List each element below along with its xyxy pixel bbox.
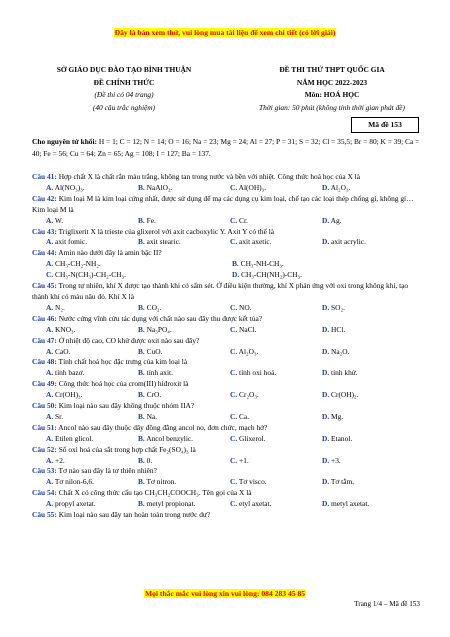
option-text: Al₂O₃. (330, 182, 351, 192)
answer-option (138, 216, 230, 227)
answer-options (32, 259, 422, 281)
option-letter: B. (138, 302, 145, 312)
answer-option (138, 390, 230, 401)
option-text: Al₂O₃. (238, 346, 259, 356)
answer-option (138, 499, 230, 510)
question (32, 281, 422, 314)
option-text: Na₂O. (331, 346, 350, 356)
option-text: Cr. (239, 215, 248, 225)
option-text: Ag. (330, 215, 342, 225)
option-letter: C. (230, 477, 238, 487)
answer-options (32, 499, 422, 510)
option-letter: D. (322, 411, 330, 421)
option-text: metyl axetat. (331, 499, 370, 509)
answer-options (32, 390, 422, 401)
option-letter: D. (322, 433, 330, 443)
option-letter: A. (46, 259, 54, 269)
question-stem (32, 423, 422, 434)
option-letter: C. (230, 433, 238, 443)
option-text: Na. (146, 411, 158, 421)
option-letter: B. (232, 259, 239, 269)
answer-options (32, 216, 422, 227)
answer-options (32, 412, 422, 423)
answer-option (138, 325, 230, 336)
option-letter: C. (230, 237, 238, 247)
question-stem (32, 227, 422, 238)
option-letter: C. (46, 270, 54, 280)
option-text: CO₂. (146, 302, 162, 312)
option-text: N₂. (55, 302, 65, 312)
preview-banner: Đây là bản xem thử, vui lòng mua tài liệu để xem chi tiết (có lời giải) (114, 28, 336, 37)
question-text: Chất X có công thức cấu tạo CH₃CH₂COOCH₃. Tên gọi của X là (56, 488, 252, 498)
option-text: Mg. (331, 411, 344, 421)
contact-banner: Mọi thắc mắc vui lòng xin vui lòng: 084 283 45 85 (144, 589, 306, 598)
option-text: Sr. (55, 411, 64, 421)
question-stem (32, 281, 422, 303)
atomic-masses-values: H = 1; C = 12; N = 14; O = 16; Na = 23; Mg = 24; Al = 27; P = 31; S = 32; Cl = 35,5; Br = 80; K = 39; Ca = 40; Fe = 56; Cu = 64; Zn = 65; Ag = 108; I = 127; Ba = 137. (32, 137, 420, 158)
question-stem (32, 401, 422, 412)
option-text: tính bazơ. (55, 368, 85, 378)
option-text: Al(OH)₃. (238, 182, 267, 192)
answer-option (138, 412, 230, 423)
question (32, 423, 422, 445)
question-number: Câu 46: (32, 313, 57, 323)
option-letter: A. (46, 215, 54, 225)
option-text: axit axetic. (239, 237, 272, 247)
question-stem (32, 488, 422, 499)
option-text: +2. (55, 455, 65, 465)
answer-option (138, 456, 230, 467)
option-text: CH₃-CH(NH₂)-CH₃. (241, 270, 302, 280)
question-number: Câu 45: (32, 281, 57, 291)
option-text: propyl axetat. (55, 499, 96, 509)
question-stem (32, 379, 422, 390)
answer-option (230, 390, 322, 401)
option-text: Tơ nilon-6,6. (54, 477, 94, 487)
option-text: NO. (239, 302, 252, 312)
page-footer: Trang 1/4 – Mã đề 153 (354, 600, 420, 608)
answer-option (138, 434, 230, 445)
option-letter: C. (230, 368, 238, 378)
option-letter: B. (138, 499, 145, 509)
question-number: Câu 54: (32, 488, 57, 498)
option-letter: B. (138, 324, 145, 334)
question-count-note: (40 câu trắc nghiệm) (92, 102, 156, 112)
answer-option (322, 456, 414, 467)
question (32, 357, 422, 379)
answer-option (138, 237, 230, 248)
option-letter: B. (138, 390, 145, 400)
question-text: Tơ nào sau đây là tơ thiên nhiên? (56, 466, 157, 476)
question-text: Ở nhiệt độ cao, CO khử được oxit nào sau đây? (56, 335, 200, 345)
option-letter: A. (46, 390, 54, 400)
answer-option (322, 237, 414, 248)
official-label: ĐỀ CHÍNH THỨC (93, 77, 155, 87)
question (32, 466, 422, 488)
answer-option (138, 347, 230, 358)
option-letter: A. (46, 433, 54, 443)
question-text: Trong tự nhiên, khí X được tạo thành khi có sấm sét. Ở điều kiện thường, khí X phản ứng với oxi trong không khí, tạo thành khí có màu nâu đỏ. Khí X là (32, 281, 409, 301)
atomic-masses (32, 136, 422, 160)
answer-option (230, 303, 322, 314)
answer-options (32, 303, 422, 314)
option-text: HCl. (331, 324, 346, 334)
option-text: Na₃PO₄. (146, 324, 172, 334)
answer-option (46, 237, 138, 248)
option-letter: D. (322, 324, 330, 334)
subject: Môn: HOÁ HỌC (304, 90, 360, 99)
question-stem (32, 466, 422, 477)
question-text: Ancol nào sau đây thuộc dãy đồng đẳng ancol no, đơn chức, mạch hở? (56, 422, 268, 432)
question-stem (32, 248, 422, 259)
option-letter: A. (46, 455, 54, 465)
answer-option (138, 303, 230, 314)
question-text: Công thức hoá học của crom(III) hiđroxit là (56, 379, 189, 389)
option-text: CH₃-CH₂-NH₂. (55, 259, 101, 269)
question-number: Câu 47: (32, 335, 57, 345)
question-stem (32, 314, 422, 325)
option-letter: D. (322, 477, 330, 487)
answer-options (32, 477, 422, 488)
answer-option (230, 183, 322, 194)
option-text: Tơ tằm. (330, 477, 355, 487)
option-text: CH₃-N(CH₃)-CH₂-CH₃. (55, 270, 126, 280)
option-text: KNO₃. (55, 324, 76, 334)
answer-option (46, 303, 138, 314)
question (32, 488, 422, 510)
answer-option (138, 477, 230, 488)
answer-option (46, 270, 232, 281)
question-number: Câu 49: (32, 379, 57, 389)
question-number: Câu 52: (32, 444, 57, 454)
option-text: Cr(OH)₃. (55, 390, 83, 400)
question (32, 510, 422, 521)
answer-option (322, 347, 414, 358)
question (32, 379, 422, 401)
question-stem (32, 357, 422, 368)
answer-option (322, 477, 414, 488)
question-stem (32, 194, 422, 216)
question-stem (32, 172, 422, 183)
question-number: Câu 48: (32, 357, 57, 367)
page-count-note: (Đề thi có 04 trang) (94, 90, 154, 99)
option-letter: D. (322, 237, 330, 247)
header-left (24, 64, 224, 114)
option-letter: C. (230, 324, 238, 334)
answer-options (32, 368, 422, 379)
option-letter: A. (46, 411, 54, 421)
option-letter: A. (46, 302, 54, 312)
option-text: Tơ visco. (238, 477, 267, 487)
option-text: Cr(OH)₂. (331, 390, 359, 400)
question-text: Kim loại nào sau đây tan hoàn toàn trong nước dư? (56, 510, 211, 520)
question-number: Câu 50: (32, 401, 57, 411)
answer-options (32, 456, 422, 467)
option-letter: C. (230, 346, 238, 356)
option-text: CaO. (55, 346, 71, 356)
question-text: Triglixerit X là trieste của glixerol với axit cacboxylic Y. Axit Y có thể là (56, 226, 275, 236)
answer-options (32, 183, 422, 194)
question-text: Số oxi hoá của sắt trong hợp chất Fe₂(SO₄)₃ là (56, 444, 196, 454)
question-number: Câu 41: (32, 172, 57, 181)
option-text: Ancol benzylic. (146, 433, 194, 443)
answer-option (230, 434, 322, 445)
question-text: Tính chất hoá học đặc trưng của kim loại là (56, 357, 188, 367)
answer-option (232, 270, 418, 281)
option-letter: B. (138, 411, 145, 421)
option-letter: D. (322, 368, 330, 378)
option-text: axit stearic. (146, 237, 181, 247)
option-text: tính oxi hoá. (239, 368, 277, 378)
answer-option (322, 499, 414, 510)
exam-code-box: Mã đề 153 (351, 117, 419, 133)
option-letter: D. (322, 215, 330, 225)
question (32, 314, 422, 336)
answer-option (46, 434, 138, 445)
answer-option (230, 456, 322, 467)
option-letter: B. (138, 182, 145, 192)
option-letter: C. (230, 455, 238, 465)
question (32, 227, 422, 249)
option-letter: B. (138, 368, 145, 378)
option-text: +3. (331, 455, 341, 465)
option-text: etyl axetat. (239, 499, 272, 509)
option-text: Fe. (146, 215, 156, 225)
answer-option (138, 183, 230, 194)
question-list (32, 172, 422, 521)
option-letter: C. (230, 302, 238, 312)
answer-option (230, 347, 322, 358)
option-text: +1. (239, 455, 249, 465)
option-letter: A. (46, 346, 54, 356)
answer-option (322, 434, 414, 445)
answer-option (322, 216, 414, 227)
question-text: Nước cứng vĩnh cửu tác dụng với chất nào sau đây thu được kết tủa? (56, 313, 263, 323)
option-text: axit acrylic. (331, 237, 366, 247)
option-letter: A. (46, 324, 54, 334)
answer-option (232, 259, 418, 270)
option-text: Ca. (239, 411, 250, 421)
option-text: CuO. (146, 346, 163, 356)
option-text: NaAlO₂. (146, 182, 173, 192)
option-letter: C. (230, 182, 238, 192)
option-letter: B. (138, 477, 145, 487)
question-text: Kim loại M là kim loại cứng nhất, được sử dụng để mạ các dụng cụ kim loại, chế tạo các loại thép chống gỉ, không gỉ… Kim loại M là (32, 193, 414, 214)
option-letter: A. (46, 237, 54, 247)
option-text: CH₃-NH-CH₃. (240, 259, 284, 269)
option-letter: C. (230, 215, 238, 225)
answer-option (46, 325, 138, 336)
option-letter: A. (46, 368, 54, 378)
question-text: Hợp chất X là chất rắn màu trắng, không tan trong nước và bền với nhiệt. Công thức hoá học của X là (56, 172, 361, 181)
answer-option (322, 325, 414, 336)
option-letter: D. (322, 455, 330, 465)
option-letter: D. (322, 302, 330, 312)
question-stem (32, 510, 422, 521)
option-text: tính khử. (331, 368, 358, 378)
option-letter: C. (230, 411, 238, 421)
department-name: SỞ GIÁO DỤC ĐÀO TẠO BÌNH THUẬN (56, 65, 192, 74)
option-text: Cr₂O₃. (239, 390, 259, 400)
answer-option (46, 216, 138, 227)
question-number: Câu 53: (32, 466, 57, 476)
option-text: axit fomic. (55, 237, 88, 247)
atomic-masses-label: Cho nguyên tử khối: (32, 137, 98, 146)
option-letter: B. (138, 433, 145, 443)
option-letter: B. (138, 455, 145, 465)
option-letter: A. (46, 182, 54, 192)
answer-option (322, 368, 414, 379)
option-letter: B. (138, 215, 145, 225)
question-number: Câu 44: (32, 248, 57, 258)
answer-options (32, 347, 422, 358)
question-number: Câu 42: (32, 193, 57, 203)
option-letter: A. (46, 499, 54, 509)
answer-option (322, 390, 414, 401)
option-text: NaCl. (239, 324, 257, 334)
answer-option (46, 347, 138, 358)
answer-option (230, 499, 322, 510)
question (32, 445, 422, 467)
question-text: Amin nào dưới đây là amin bậc II? (56, 248, 162, 258)
option-text: metyl propionat. (146, 499, 196, 509)
answer-option (138, 368, 230, 379)
option-letter: B. (138, 237, 145, 247)
option-letter: D. (322, 346, 330, 356)
school-year: NĂM HỌC 2022-2023 (296, 77, 368, 87)
option-text: Al(NO₃)₃. (54, 182, 85, 192)
option-letter: D. (232, 270, 240, 280)
answer-option (322, 412, 414, 423)
answer-option (46, 368, 138, 379)
option-letter: B. (138, 346, 145, 356)
option-text: 0. (146, 455, 153, 465)
answer-option (46, 456, 138, 467)
option-letter: C. (230, 390, 238, 400)
answer-option (46, 390, 138, 401)
answer-option (46, 499, 138, 510)
option-text: W. (54, 215, 64, 225)
answer-option (230, 477, 322, 488)
option-letter: D. (322, 499, 330, 509)
answer-options (32, 434, 422, 445)
answer-option (322, 183, 414, 194)
question-stem (32, 336, 422, 347)
option-text: tính axit. (146, 368, 173, 378)
question-number: Câu 51: (32, 422, 57, 432)
option-text: Tơ nitron. (146, 477, 177, 487)
answer-option (46, 259, 232, 270)
question (32, 172, 422, 194)
option-text: SO₂. (331, 302, 345, 312)
option-text: CrO. (146, 390, 162, 400)
option-letter: D. (322, 182, 330, 192)
option-letter: D. (322, 390, 330, 400)
option-text: Glixerol. (239, 433, 266, 443)
question-stem (32, 445, 422, 456)
answer-option (230, 325, 322, 336)
option-letter: A. (46, 477, 54, 487)
answer-option (322, 303, 414, 314)
answer-option (230, 216, 322, 227)
answer-option (46, 183, 138, 194)
time-limit: Thời gian: 50 phút (không tính thời gian phát đề) (258, 102, 406, 112)
answer-option (230, 237, 322, 248)
answer-option (46, 477, 138, 488)
question (32, 336, 422, 358)
question-text: Kim loại nào sau đây không thuộc nhóm IIA? (56, 401, 195, 411)
header-right (234, 64, 430, 114)
answer-option (46, 412, 138, 423)
answer-option (230, 368, 322, 379)
exam-title: ĐỀ THI THỬ THPT QUỐC GIA (279, 65, 385, 74)
option-letter: C. (230, 499, 238, 509)
question-number: Câu 43: (32, 226, 57, 236)
answer-options (32, 325, 422, 336)
question (32, 194, 422, 227)
answer-options (32, 237, 422, 248)
option-text: Etanol. (331, 433, 353, 443)
question (32, 248, 422, 281)
question-number: Câu 55: (32, 510, 57, 520)
answer-option (230, 412, 322, 423)
option-text: Etilen glicol. (55, 433, 94, 443)
question (32, 401, 422, 423)
